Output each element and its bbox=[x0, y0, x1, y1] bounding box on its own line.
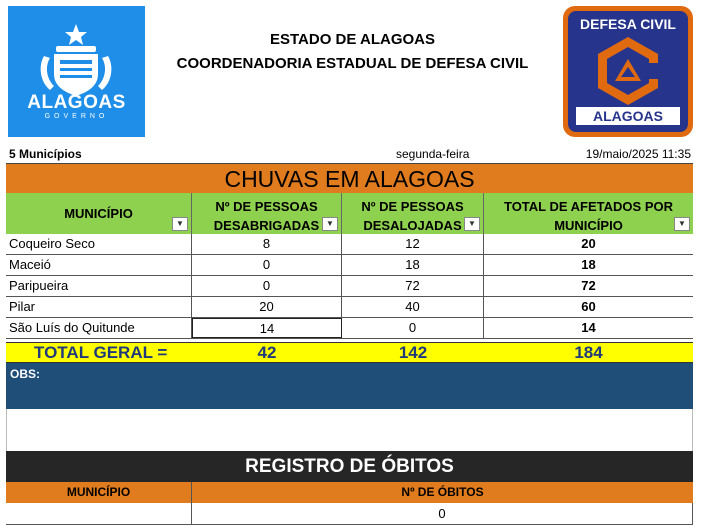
header-title-coordination: COORDENADORIA ESTADUAL DE DEFESA CIVIL bbox=[176, 55, 529, 72]
cell-desabrigadas[interactable]: 20 bbox=[192, 297, 342, 317]
filter-dropdown-icon[interactable]: ▼ bbox=[322, 217, 338, 231]
cell-desalojadas[interactable]: 12 bbox=[342, 234, 484, 254]
table-row bbox=[6, 234, 693, 255]
obitos-cell-municipio[interactable] bbox=[6, 503, 192, 524]
col-header-desabrigadas[interactable] bbox=[192, 193, 342, 234]
info-row bbox=[6, 146, 693, 164]
table-row bbox=[6, 318, 693, 339]
blank-area bbox=[6, 409, 693, 451]
header-title-state: ESTADO DE ALAGOAS bbox=[269, 31, 435, 48]
cell-desalojadas[interactable]: 72 bbox=[342, 276, 484, 296]
filter-dropdown-icon[interactable]: ▼ bbox=[464, 217, 480, 231]
cell-municipio[interactable]: Maceió bbox=[6, 255, 192, 275]
cell-desabrigadas[interactable]: 0 bbox=[192, 276, 342, 296]
cell-total[interactable]: 20 bbox=[581, 236, 596, 251]
cell-desabrigadas-selected[interactable]: 14 bbox=[192, 318, 342, 338]
cell-total[interactable]: 72 bbox=[581, 278, 596, 293]
col-header-municipio-label: MUNICÍPIO bbox=[64, 206, 133, 221]
datetime-label: 19/maio/2025 11:35 bbox=[585, 147, 691, 161]
col-header-total[interactable] bbox=[484, 193, 693, 234]
cell-desabrigadas[interactable]: 0 bbox=[192, 255, 342, 275]
logo-right-bottom-text: ALAGOAS bbox=[576, 107, 680, 125]
logo-right-top-text: DEFESA CIVIL bbox=[580, 16, 676, 32]
cell-total[interactable]: 60 bbox=[581, 299, 596, 314]
obitos-col-count: Nº DE ÓBITOS bbox=[401, 485, 484, 499]
municipios-count: 5 Municípios bbox=[9, 147, 82, 161]
cell-total[interactable]: 14 bbox=[581, 320, 596, 335]
table-row bbox=[6, 255, 693, 276]
table-header bbox=[6, 193, 693, 234]
total-afetados[interactable]: 184 bbox=[574, 343, 603, 362]
defesa-civil-logo bbox=[563, 6, 693, 137]
cell-municipio[interactable]: Pilar bbox=[6, 297, 192, 317]
total-row bbox=[6, 342, 693, 363]
obitos-col-municipio: MUNICÍPIO bbox=[6, 482, 192, 503]
logo-left-text: ALAGOAS bbox=[27, 92, 126, 113]
cell-desabrigadas[interactable]: 8 bbox=[192, 234, 342, 254]
obitos-header bbox=[6, 482, 693, 503]
total-desalojadas[interactable]: 142 bbox=[398, 343, 428, 362]
col-header-total-label: TOTAL DE AFETADOS POR MUNICÍPIO bbox=[503, 199, 673, 233]
col-header-municipio[interactable] bbox=[6, 193, 192, 234]
col-header-desabrigadas-label: Nº DE PESSOAS DESABRIGADAS bbox=[213, 199, 320, 233]
total-label: TOTAL GERAL = bbox=[34, 343, 168, 362]
cell-desalojadas[interactable]: 40 bbox=[342, 297, 484, 317]
cell-total[interactable]: 18 bbox=[581, 257, 596, 272]
filter-dropdown-icon[interactable]: ▼ bbox=[674, 217, 690, 231]
obitos-title: REGISTRO DE ÓBITOS bbox=[6, 451, 693, 482]
cell-municipio[interactable]: São Luís do Quitunde bbox=[6, 318, 192, 338]
table-row bbox=[6, 297, 693, 318]
obitos-cell-count[interactable]: 0 bbox=[192, 503, 693, 524]
col-header-desalojadas[interactable] bbox=[342, 193, 484, 234]
section-title: CHUVAS EM ALAGOAS bbox=[6, 164, 693, 193]
table-row bbox=[6, 276, 693, 297]
cell-desalojadas[interactable]: 0 bbox=[342, 318, 484, 338]
obs-label: OBS: bbox=[10, 367, 40, 381]
logo-left-subtext: GOVERNO bbox=[44, 113, 109, 120]
col-header-desalojadas-label: Nº DE PESSOAS DESALOJADAS bbox=[361, 199, 464, 233]
cell-municipio[interactable]: Paripueira bbox=[6, 276, 192, 296]
obs-box[interactable] bbox=[6, 363, 693, 409]
governo-alagoas-logo bbox=[8, 6, 145, 137]
cell-municipio[interactable]: Coqueiro Seco bbox=[6, 234, 192, 254]
total-desabrigadas[interactable]: 42 bbox=[257, 343, 277, 362]
weekday-label: segunda-feira bbox=[396, 147, 470, 161]
obitos-row bbox=[6, 503, 693, 525]
cell-desalojadas[interactable]: 18 bbox=[342, 255, 484, 275]
filter-active-icon[interactable]: ▼ bbox=[172, 217, 188, 231]
